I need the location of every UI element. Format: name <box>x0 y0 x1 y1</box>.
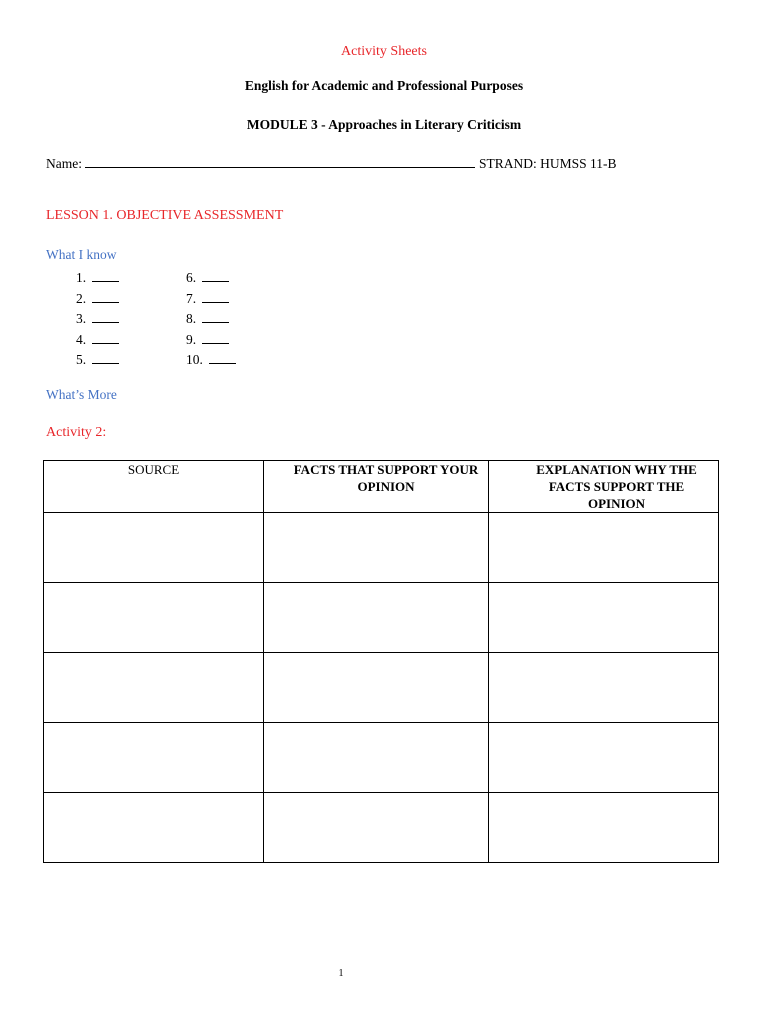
subject-title: English for Academic and Professional Purposes <box>244 78 524 93</box>
module-title: MODULE 3 - Approaches in Literary Criticism <box>246 117 522 132</box>
explanation-cell[interactable] <box>489 583 719 653</box>
answer-item: 2. <box>76 289 119 310</box>
answer-item: 3. <box>76 309 119 330</box>
explanation-cell[interactable] <box>489 513 719 583</box>
answer-list <box>76 268 276 371</box>
facts-cell[interactable] <box>264 513 489 583</box>
header-facts: FACTS THAT SUPPORT YOUR OPINION <box>264 461 489 513</box>
facts-cell[interactable] <box>264 723 489 793</box>
source-cell[interactable] <box>44 653 264 723</box>
explanation-cell[interactable] <box>489 793 719 863</box>
answer-item: 5. <box>76 350 119 371</box>
answer-blank[interactable] <box>92 268 119 282</box>
what-i-know-heading: What I know <box>46 247 117 262</box>
activity-sheets-title: Activity Sheets <box>341 44 427 59</box>
table-row <box>44 793 719 863</box>
answer-blank[interactable] <box>92 289 119 303</box>
answer-item: 6. <box>186 268 229 289</box>
facts-cell[interactable] <box>264 583 489 653</box>
name-label: Name: <box>46 156 82 171</box>
answer-blank[interactable] <box>92 350 119 364</box>
activity-table <box>43 460 719 863</box>
explanation-cell[interactable] <box>489 723 719 793</box>
table-row <box>44 583 719 653</box>
header-explanation: EXPLANATION WHY THE FACTS SUPPORT THE OPINION <box>489 461 719 513</box>
table-header-row <box>44 461 719 513</box>
answer-row <box>76 350 276 371</box>
answer-row <box>76 268 276 289</box>
facts-cell[interactable] <box>264 653 489 723</box>
answer-item: 4. <box>76 330 119 351</box>
answer-item: 9. <box>186 330 229 351</box>
answer-row <box>76 330 276 351</box>
page-number: 1 <box>338 968 344 979</box>
answer-item: 1. <box>76 268 119 289</box>
answer-row <box>76 309 276 330</box>
answer-blank[interactable] <box>202 268 229 282</box>
lesson-title: LESSON 1. OBJECTIVE ASSESSMENT <box>46 208 284 223</box>
answer-item: 10. <box>186 350 236 371</box>
table-row <box>44 653 719 723</box>
name-blank[interactable] <box>85 155 475 168</box>
explanation-cell[interactable] <box>489 653 719 723</box>
facts-cell[interactable] <box>264 793 489 863</box>
answer-blank[interactable] <box>202 330 229 344</box>
source-cell[interactable] <box>44 513 264 583</box>
source-cell[interactable] <box>44 723 264 793</box>
answer-blank[interactable] <box>202 289 229 303</box>
source-cell[interactable] <box>44 583 264 653</box>
answer-blank[interactable] <box>209 350 236 364</box>
header-source: SOURCE <box>44 461 264 513</box>
table-row <box>44 513 719 583</box>
name-strand-line <box>46 155 617 172</box>
answer-row <box>76 289 276 310</box>
answer-item: 8. <box>186 309 229 330</box>
table-row <box>44 723 719 793</box>
answer-blank[interactable] <box>92 330 119 344</box>
whats-more-heading: What’s More <box>46 387 117 402</box>
answer-blank[interactable] <box>202 309 229 323</box>
activity-heading: Activity 2: <box>46 425 107 440</box>
strand-label: STRAND: HUMSS 11-B <box>479 156 617 171</box>
answer-item: 7. <box>186 289 229 310</box>
source-cell[interactable] <box>44 793 264 863</box>
answer-blank[interactable] <box>92 309 119 323</box>
